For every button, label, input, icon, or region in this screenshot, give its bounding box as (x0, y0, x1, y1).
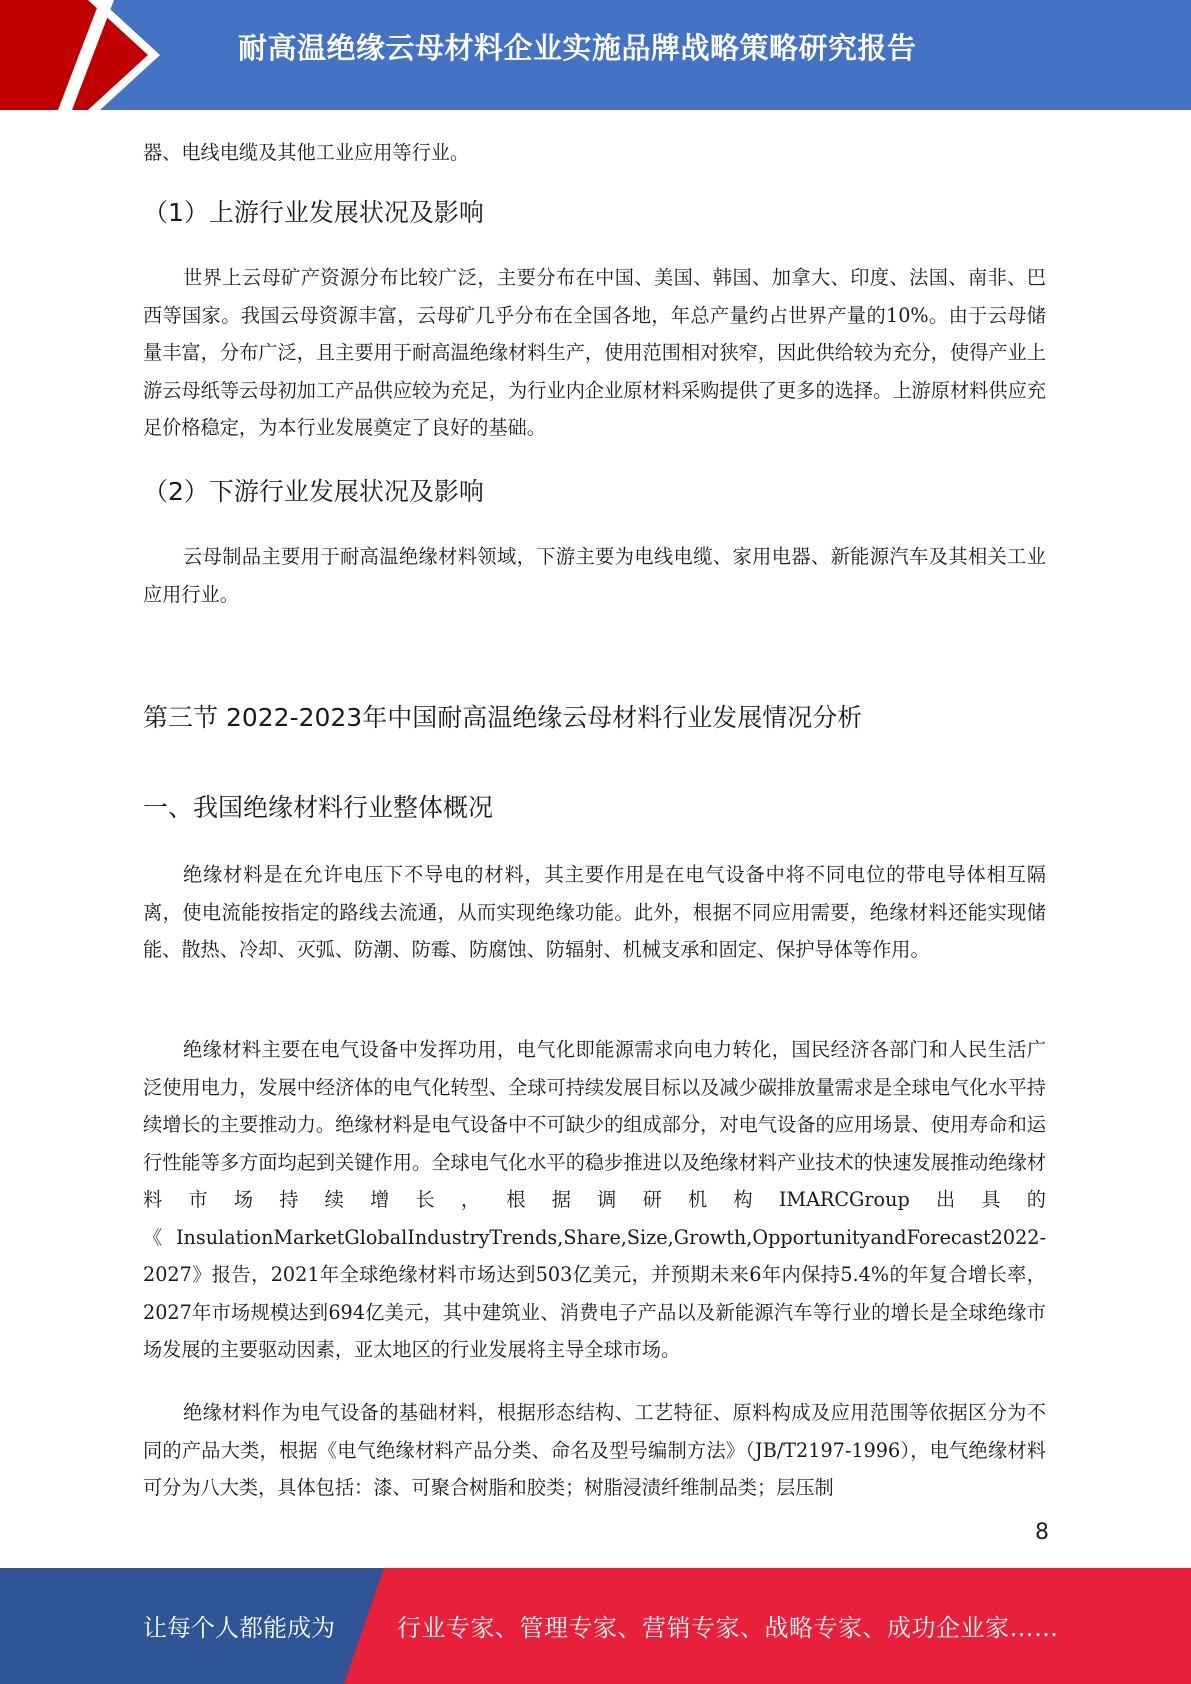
paragraph-classification: 绝缘材料作为电气设备的基础材料，根据形态结构、工艺特征、原料构成及应用范围等依据区分为不同的产品大类，根据《电气绝缘材料产品分类、命名及型号编制方法》（JB/T2197-1996），电气绝缘材料可分为八大类，具体包括：漆、可聚合树脂和胶类；树脂浸渍纤维制品类；层压制 (143, 1401, 1046, 1499)
footer-slogan-left: 让每个人都能成为 (143, 1614, 335, 1642)
footer-slogan-right: 行业专家、管理专家、营销专家、战略专家、成功企业家…… (397, 1614, 1059, 1642)
heading-downstream: （2）下游行业发展状况及影响 (143, 477, 484, 506)
paragraph-continuation: 器、电线电缆及其他工业应用等行业。 (143, 141, 470, 164)
paragraph-downstream: 云母制品主要用于耐高温绝缘材料领域，下游主要为电线电缆、家用电器、新能源汽车及其相关工业应用行业。 (143, 545, 1046, 606)
page-number: 8 (1035, 1520, 1049, 1545)
report-title: 耐高温绝缘云母材料企业实施品牌战略策略研究报告 (238, 31, 917, 65)
subsection-title: 一、我国绝缘材料行业整体概况 (143, 793, 494, 822)
page-header (0, 0, 1191, 110)
page-footer (0, 1568, 1191, 1684)
paragraph-definition: 绝缘材料是在允许电压下不导电的材料，其主要作用是在电气设备中将不同电位的带电导体相互隔离，使电流能按指定的路线去流通，从而实现绝缘功能。此外，根据不同应用需要，绝缘材料还能实现储能、散热、冷却、灭弧、防潮、防霉、防腐蚀、防辐射、机械支承和固定、保护导体等作用。 (143, 863, 1046, 961)
paragraph-market: 绝缘材料主要在电气设备中发挥功用，电气化即能源需求向电力转化，国民经济各部门和人民生活广泛使用电力，发展中经济体的电气化转型、全球可持续发展目标以及减少碳排放量需求是全球电气化水平持续增长的主要推动力。绝缘材料是电气设备中不可缺少的组成部分，对电气设备的应用场景、使用寿命和运行性能等多方面均起到关键作用。全球电气化水平的稳步推进以及绝缘材料产业技术的快速发展推动绝缘材料市场持续增长，根据调研机构IMARCGroup出具的《InsulationMarketGlobalIndustryTrends,Share,Size,Growth,OpportunityandForecast2022-2027》报告，2021年全球绝缘材料市场达到503亿美元，并预期未来6年内保持5.4%的年复合增长率，2027年市场规模达到694亿美元，其中建筑业、消费电子产品以及新能源汽车等行业的增长是全球绝缘市场发展的主要驱动因素，亚太地区的行业发展将主导全球市场。 (143, 1038, 1046, 1361)
paragraph-upstream: 世界上云母矿产资源分布比较广泛，主要分布在中国、美国、韩国、加拿大、印度、法国、南非、巴西等国家。我国云母资源丰富，云母矿几乎分布在全国各地，年总产量约占世界产量的10%。由于云母储量丰富，分布广泛，且主要用于耐高温绝缘材料生产，使用范围相对狭窄，因此供给较为充分，使得产业上游云母纸等云母初加工产品供应较为充足，为行业内企业原材料采购提供了更多的选择。上游原材料供应充足价格稳定，为本行业发展奠定了良好的基础。 (143, 266, 1046, 439)
heading-upstream: （1）上游行业发展状况及影响 (143, 198, 484, 227)
section-title: 第三节 2022-2023年中国耐高温绝缘云母材料行业发展情况分析 (143, 703, 863, 732)
